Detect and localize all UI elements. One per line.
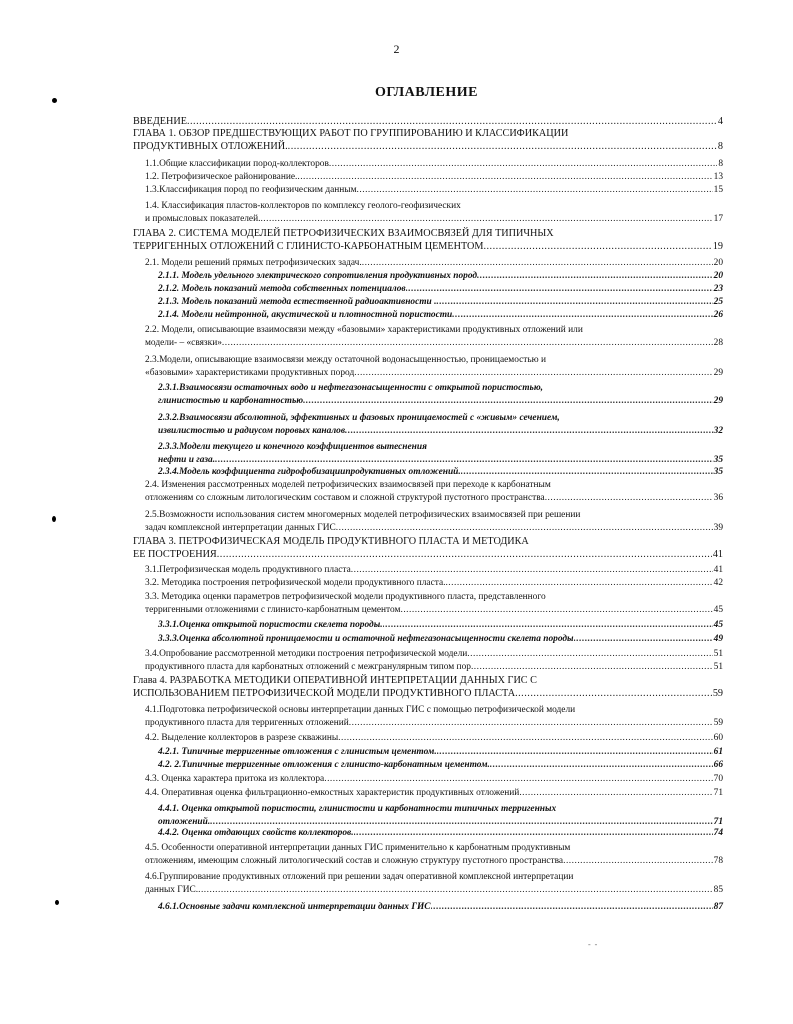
toc-entry-text: извилистостью и радиусом поровых каналов [158,425,346,436]
toc-entry-text: 1.3.Классификация пород по геофизическим данным [145,185,357,195]
toc-entry-text: «базовыми» характеристиками продуктивных пород [145,367,355,378]
dot-leader [345,425,713,438]
dot-leader [354,367,712,380]
toc-entry-text: 2.3.4.Модель коэффициента гидрофобизациипродуктивных отложений. [158,467,461,477]
toc-entry-line [133,228,554,241]
toc-entry-text: глинистостью и карбонатностью [158,395,304,406]
toc-entry-text: 4.5. Особенности оперативной интерпретации данных ГИС применительно к карбонатным продуктивным [145,843,571,853]
toc-entry-text: 3.3.1.Оценка открытой пористости скелета породы. [158,620,383,630]
toc-entry-text: 1.4. Классификация пластов-коллекторов по комплексу геолого-геофизических [145,201,461,211]
toc-entry-text: 4.1.Подготовка петрофизической основы интерпретации данных ГИС с помощью петрофизической модели [145,705,576,715]
toc-entry-text: нефти и газа. [158,454,216,465]
toc-entry-line [145,354,546,367]
toc-page-number: 35 [713,454,723,465]
toc-entry-line [145,492,723,505]
toc-entry-text: 4.4. Оперативная оценка фильтрационно-емкостных характеристик продуктивных отложений [145,788,520,798]
toc-entry-text: 2.3.1.Взаимосвязи остаточных водо и нефтегазонасыщенности с открытой пористостью, [158,383,544,393]
toc-entry-line [145,564,723,577]
dot-leader [563,855,713,868]
toc-entry-line [158,454,723,467]
toc-entry-line [145,717,723,730]
toc-entry-text: терригенными отложениями с глинисто-карбонатным цементом [145,604,401,615]
dot-leader [198,884,713,897]
dot-leader [288,141,717,154]
toc-entry-text: 2.1.4. Модели нейтронной, акустической и плотностной пористости [158,310,453,320]
toc-entry-text: 1.1.Общие классификации пород-коллекторов [145,159,329,169]
dot-leader [545,492,713,505]
toc-page-number: 71 [713,816,723,827]
page-number: 2 [393,42,400,56]
toc-entry-line [145,522,723,535]
toc-page-number: 4 [717,116,723,127]
toc-entry-line [133,536,529,549]
toc-entry-line [158,395,723,408]
toc-page-number: 59 [713,717,723,728]
dot-leader [574,633,713,646]
toc-entry-line [133,675,537,688]
toc-page-number: 59 [712,687,723,699]
toc-entry-text: задач комплексной интерпретации данных ГИС [145,522,336,533]
toc-entry-line [145,367,723,380]
toc-entry-text: 2.3.3.Модели текущего и конечного коэффициентов вытеснения [158,442,427,452]
dot-leader [222,337,713,350]
toc-entry-text: 3.3.3.Оценка абсолютной проницаемости и остаточной нефтегазонасыщенности скелета породы [158,634,574,644]
dot-leader [336,522,713,535]
scan-speck [55,900,59,905]
toc-page-number: 20 [713,258,723,268]
toc-entry-line [133,241,723,254]
dot-leader [467,648,712,661]
toc-entry-line [158,309,723,322]
toc-entry-text: 4.2.1. Типичные терригенные отложения с глинистым цементом. [158,747,437,757]
toc-entry-text: 2.4. Изменения рассмотренных моделей петрофизических взаимосвязей при переходе к карбонатным [145,480,551,490]
toc-entry-text: 4.4.2. Оценка отдающих свойств коллекторов. [158,828,354,838]
toc-entry-line [158,283,723,296]
dot-leader [215,454,713,467]
toc-entry-line [158,270,723,283]
toc-entry-text: ГЛАВА 2. СИСТЕМА МОДЕЛЕЙ ПЕТРОФИЗИЧЕСКИХ ВЗАИМОСВЯЗЕЙ ДЛЯ ТИПИЧНЫХ [133,228,554,239]
dot-leader [483,241,711,254]
toc-entry-text: ВВЕДЕНИЕ [133,116,187,127]
toc-page-number: 51 [713,649,723,659]
toc-entry-line [133,128,568,141]
dot-leader [400,604,712,617]
toc-entry-line [158,466,723,479]
toc-entry-text: 3.4.Опробование рассмотренной методики построения петрофизической модели [145,649,468,659]
toc-entry-text: 2.3.Модели, описывающие взаимосвязи между остаточной водонасыщенностью, проницаемостью и [145,355,547,365]
toc-page-number: 26 [713,310,723,320]
toc-page-number: 41 [713,565,723,575]
toc-page-number: 42 [713,578,723,588]
toc-page-number: 49 [713,634,723,644]
toc-page-number: 39 [713,522,723,533]
toc-page-number: 41 [712,548,723,560]
toc-page-number: 20 [713,271,723,281]
toc-entry-text: ЕЕ ПОСТРОЕНИЯ [133,548,217,560]
toc-entry-text: 1.2. Петрофизическое районирование. [145,172,298,182]
scan-mark: - - [588,940,598,949]
toc-page-number: 17 [713,213,723,224]
dot-leader [362,257,713,270]
dot-leader [477,270,713,283]
toc-page-number: 70 [713,774,723,784]
dot-leader [260,213,712,226]
toc-entry-line [145,577,723,590]
dot-leader [338,732,712,745]
toc-entry-text: 3.3. Методика оценки параметров петрофизической модели продуктивного пласта, представленного [145,592,546,602]
toc-entry-line [158,901,723,914]
toc-page-number: 45 [713,620,723,630]
toc-entry-line [145,604,723,617]
toc-page-number: 29 [713,395,723,406]
toc-entry-line [145,200,461,213]
dot-leader [431,901,713,914]
toc-entry-text: 2.1.1. Модель удельного электрического сопротивления продуктивных пород [158,271,478,281]
toc-entry-line [145,842,570,855]
toc-page-number: 8 [718,159,723,169]
toc-page-number: 19 [712,240,723,252]
toc-entry-line [145,704,575,717]
toc-entry-line [158,827,723,840]
toc-entry-line [133,141,723,154]
dot-leader [519,787,712,800]
toc-entry-text: отложениям со сложным литологическим составом и сложной структурой пустотного пространства [145,492,545,503]
toc-page-number: 32 [713,425,723,436]
toc-entry-line [158,746,723,759]
toc-entry-line [158,296,723,309]
toc-page-number: 28 [713,337,723,348]
dot-leader [436,296,712,309]
toc-page-number: 85 [713,884,723,895]
scan-speck [52,516,56,522]
toc-entry-text: 3.2. Методика построения петрофизической модели продуктивного пласта. [145,578,446,588]
toc-entry-text: продуктивного пласта для карбонатных отложений с межгранулярным типом пор [145,662,471,672]
dot-leader [490,759,713,772]
toc-entry-text: 4.2. Выделение коллекторов в разрезе скважины [145,733,339,743]
toc-entry-line [158,633,723,646]
toc-entry-text: ГЛАВА 1. ОБЗОР ПРЕДШЕСТВУЮЩИХ РАБОТ ПО ГРУППИРОВАНИЮ И КЛАССИФИКАЦИИ [133,128,569,139]
toc-page-number: 61 [713,747,723,757]
toc-entry-line [158,619,723,632]
toc-page-number: 78 [713,855,723,866]
toc-page-number: 23 [713,284,723,294]
toc-page-number: 36 [713,492,723,503]
toc-page-number: 25 [713,297,723,307]
toc-entry-line [145,213,723,226]
toc-entry-line [145,509,580,522]
toc-entry-line [145,337,723,350]
toc-entry-line [158,382,543,395]
toc-page-number: 8 [717,140,723,152]
toc-entry-line [145,324,583,337]
toc-page-number: 74 [713,828,723,838]
toc-entry-line [145,184,723,197]
toc-entry-text: 2.1.3. Модель показаний метода естественной радиоактивности . [158,297,437,307]
toc-entry-line [145,661,723,674]
toc-entry-text: продуктивного пласта для терригенных отложений [145,717,349,728]
toc-entry-line [145,479,551,492]
toc-entry-text: данных ГИС. [145,884,199,895]
toc-page-number: 13 [713,172,723,182]
toc-page-number: 51 [713,662,723,672]
toc-entry-text: 2.3.2.Взаимосвязи абсолютной, эффективных и фазовых проницаемостей с «живым» сечением, [158,413,560,423]
toc-entry-text: ТЕРРИГЕННЫХ ОТЛОЖЕНИЙ С ГЛИНИСТО-КАРБОНАТНЫМ ЦЕМЕНТОМ [133,240,484,252]
toc-entry-text: 4.3. Оценка характера притока из коллектора [145,774,325,784]
toc-entry-line [158,803,556,816]
dot-leader [324,773,712,786]
toc-entry-line [145,158,723,171]
toc-page-number: 66 [713,760,723,770]
dot-leader [329,158,717,171]
dot-leader [187,116,717,129]
dot-leader [303,395,713,408]
toc-entry-text: отложений. [158,816,211,827]
toc-entry-text: ПРОДУКТИВНЫХ ОТЛОЖЕНИЙ. [133,140,288,152]
toc-entry-text: 4.4.1. Оценка открытой пористости, глинистости и карбонатности типичных терригенных [158,804,557,814]
toc-entry-line [145,171,723,184]
dot-leader [349,717,713,730]
scan-speck [52,98,57,103]
toc-page-number: 29 [713,367,723,378]
toc-entry-text: 4.6.Группирование продуктивных отложений при решении задач оперативной комплексной интерпретации [145,872,574,882]
dot-leader [515,688,712,701]
toc-entry-text: Глава 4. РАЗРАБОТКА МЕТОДИКИ ОПЕРАТИВНОЙ ИНТЕРПРЕТАЦИИ ДАННЫХ ГИС С [133,675,537,686]
dot-leader [445,577,712,590]
dot-leader [406,283,713,296]
toc-entry-line [158,412,560,425]
toc-entry-line [145,648,723,661]
toc-page-number: 15 [713,185,723,195]
toc-entry-text: ГЛАВА 3. ПЕТРОФИЗИЧЕСКАЯ МОДЕЛЬ ПРОДУКТИВНОГО ПЛАСТА И МЕТОДИКА [133,536,529,547]
toc-page-number: 60 [713,733,723,743]
dot-leader [357,184,713,197]
dot-leader [437,746,713,759]
toc-entry-line [133,549,723,562]
toc-entry-line [145,855,723,868]
toc-entry-text: отложениям, имеющим сложный литологический состав и сложную структуру пустотного пространства [145,855,564,866]
dot-leader [297,171,712,184]
dot-leader [461,466,713,479]
toc-entry-line [133,116,723,129]
toc-entry-line [145,871,573,884]
dot-leader [471,661,713,674]
toc-entry-text: ИСПОЛЬЗОВАНИЕМ ПЕТРОФИЗИЧЕСКОЙ МОДЕЛИ ПРОДУКТИВНОГО ПЛАСТА [133,687,516,699]
toc-entry-text: 2.1.2. Модель показаний метода собственных потенциалов [158,284,406,294]
toc-entry-line [145,732,723,745]
toc-entry-line [145,787,723,800]
toc-entry-line [158,425,723,438]
toc-entry-text: модели- – «связки» [145,337,222,348]
toc-entry-line [158,759,723,772]
dot-leader [452,309,712,322]
toc-entry-line [145,773,723,786]
toc-title: ОГЛАВЛЕНИЕ [375,85,478,100]
toc-entry-text: и промысловых показателей. [145,213,261,224]
toc-page-number: 71 [713,788,723,798]
toc-entry-line [145,884,723,897]
toc-entry-text: 3.1.Петрофизическая модель продуктивного пласта [145,565,351,575]
dot-leader [217,549,712,562]
toc-entry-text: 2.1. Модели решений прямых петрофизических задач. [145,258,362,268]
toc-entry-line [145,591,546,604]
toc-page-number: 35 [713,467,723,477]
toc-page-number: 45 [713,604,723,615]
toc-entry-text: 2.2. Модели, описывающие взаимосвязи между «базовыми» характеристиками продуктивных отложений или [145,325,583,335]
toc-entry-line [158,441,427,454]
toc-page-number: 87 [713,902,723,912]
toc-entry-text: 4.2. 2.Типичные терригенные отложения с глинисто-карбонатным цементом. [158,760,490,770]
toc-entry-line [133,688,723,701]
toc-entry-text: 2.5.Возможности использования систем многомерных моделей петрофизических взаимосвязей при решении [145,510,581,520]
dot-leader [383,619,713,632]
toc-entry-line [145,257,723,270]
dot-leader [354,827,713,840]
dot-leader [351,564,713,577]
toc-entry-text: 4.6.1.Основные задачи комплексной интерпретации данных ГИС [158,902,431,912]
